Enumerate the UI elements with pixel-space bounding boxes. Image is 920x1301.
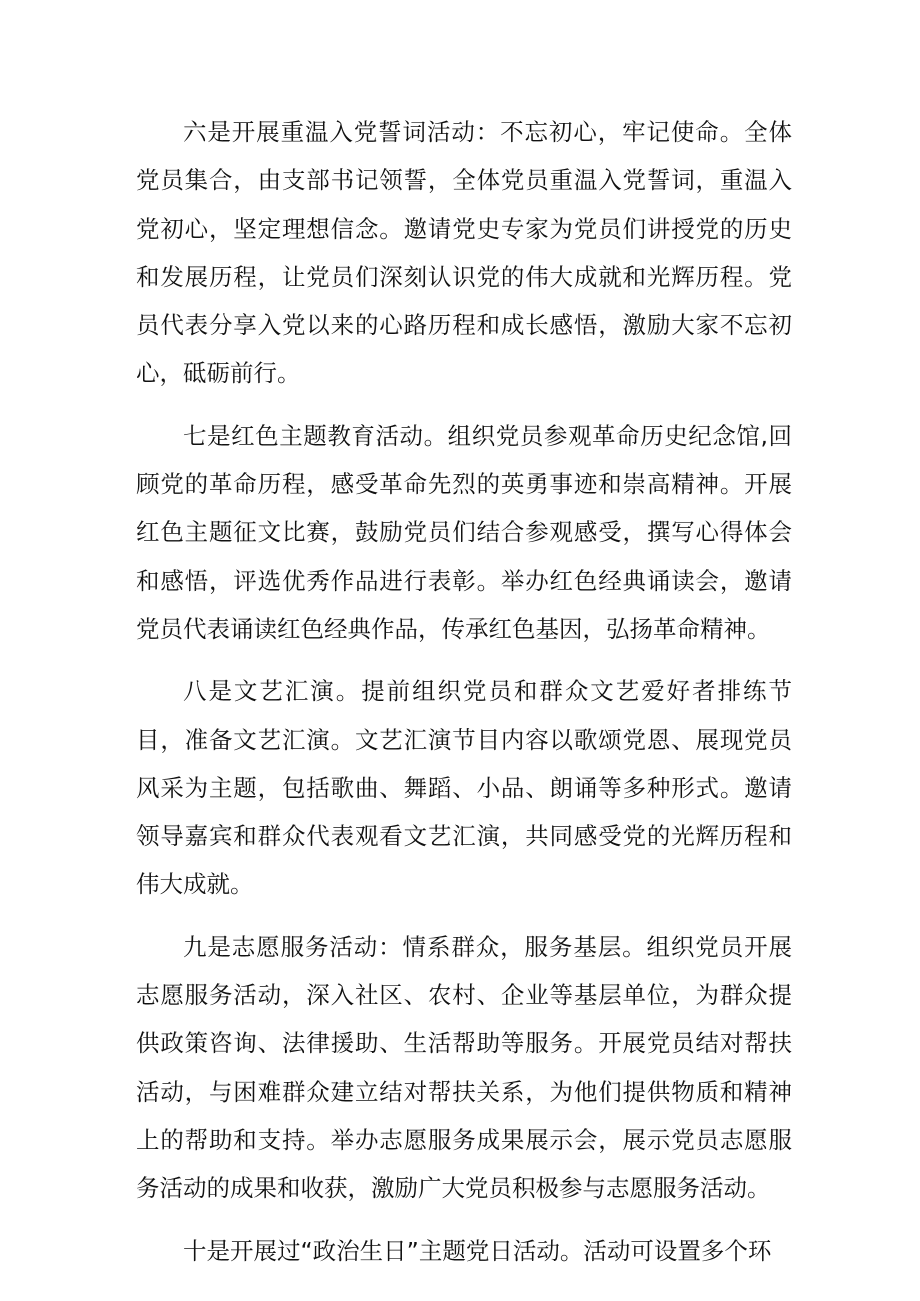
- paragraph-nine-volunteer-service: 九是志愿服务活动：情系群众，服务基层。组织党员开展志愿服务活动，深入社区、农村、企业等基层单位，为群众提供政策咨询、法律援助、生活帮助等服务。开展党员结对帮扶活动，与困难群众建立结对帮扶关系，为他们提供物质和精神上的帮助和支持。举办志愿服务成果展示会，展示党员志愿服务活动的成果和收获，激励广大党员积极参与志愿服务活动。: [136, 932, 792, 1203]
- paragraph-eight-art-performance: 八是文艺汇演。提前组织党员和群众文艺爱好者排练节目，准备文艺汇演。文艺汇演节目内容以歌颂党恩、展现党员风采为主题，包括歌曲、舞蹈、小品、朗诵等多种形式。邀请领导嘉宾和群众代表观看文艺汇演，共同感受党的光辉历程和伟大成就。: [136, 677, 792, 899]
- paragraph-ten-political-birthday: 十是开展过“政治生日”主题党日活动。活动可设置多个环: [183, 1236, 772, 1265]
- paragraph-seven-red-theme-education: 七是红色主题教育活动。组织党员参观革命历史纪念馆,回顾党的革命历程，感受革命先烈的英勇事迹和崇高精神。开展红色主题征文比赛，鼓励党员们结合参观感受，撰写心得体会和感悟，评选优秀作品进行表彰。举办红色经典诵读会，邀请党员代表诵读红色经典作品，传承红色基因，弘扬革命精神。: [136, 421, 792, 643]
- document-body: [136, 108, 792, 1289]
- paragraph-six-oath-renewal: 六是开展重温入党誓词活动：不忘初心，牢记使命。全体党员集合，由支部书记领誓，全体党员重温入党誓词，重温入党初心，坚定理想信念。邀请党史专家为党员们讲授党的历史和发展历程，让党员们深刻认识党的伟大成就和光辉历程。党员代表分享入党以来的心路历程和成长感悟，激励大家不忘初心，砥砺前行。: [136, 118, 792, 388]
